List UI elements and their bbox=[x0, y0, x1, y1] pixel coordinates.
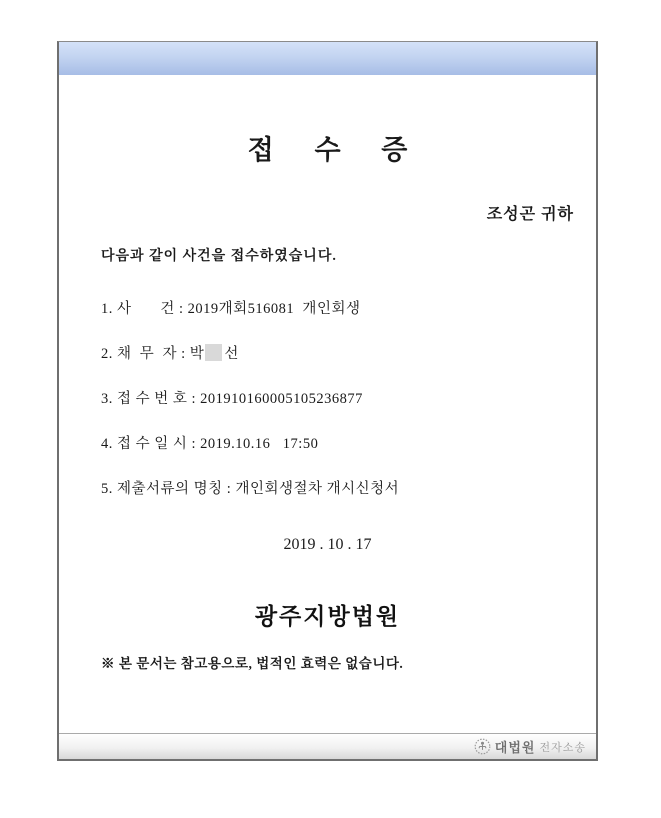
disclaimer-note: ※ 본 문서는 참고용으로, 법적인 효력은 없습니다. bbox=[101, 656, 404, 671]
line-receipt-number: 3. 접 수 번 호 : 201910160005105236877 bbox=[101, 391, 363, 407]
logo-text-supreme-court: 대법원 bbox=[494, 740, 536, 755]
court-name: 광주지방법원 bbox=[254, 604, 401, 629]
redaction-box bbox=[205, 344, 222, 361]
document-header-bar bbox=[59, 42, 596, 75]
court-emblem-icon bbox=[474, 738, 491, 755]
intro-text: 다음과 같이 사건을 접수하였습니다. bbox=[101, 249, 337, 264]
logo-text-elitigation: 전자소송 bbox=[539, 741, 586, 754]
line-case-number: 1. 사 건 : 2019개회516081 개인회생 bbox=[101, 301, 361, 317]
line-submitted-document-name: 5. 제출서류의 명칭 : 개인회생절차 개시신청서 bbox=[101, 481, 400, 497]
debtor-suffix: 선 bbox=[224, 346, 239, 362]
line-debtor bbox=[101, 342, 239, 363]
document-footer-bar bbox=[59, 733, 596, 759]
document-title: 접 수 증 bbox=[247, 135, 408, 165]
recipient-name: 조성곤 귀하 bbox=[486, 206, 574, 223]
issue-date: 2019 . 10 . 17 bbox=[283, 536, 372, 553]
debtor-label-and-prefix: 2. 채 무 자 : 박 bbox=[101, 346, 205, 362]
line-receipt-datetime: 4. 접 수 일 시 : 2019.10.16 17:50 bbox=[101, 436, 319, 452]
supreme-court-elitigation-logo bbox=[474, 737, 586, 756]
receipt-document-page bbox=[57, 41, 598, 761]
